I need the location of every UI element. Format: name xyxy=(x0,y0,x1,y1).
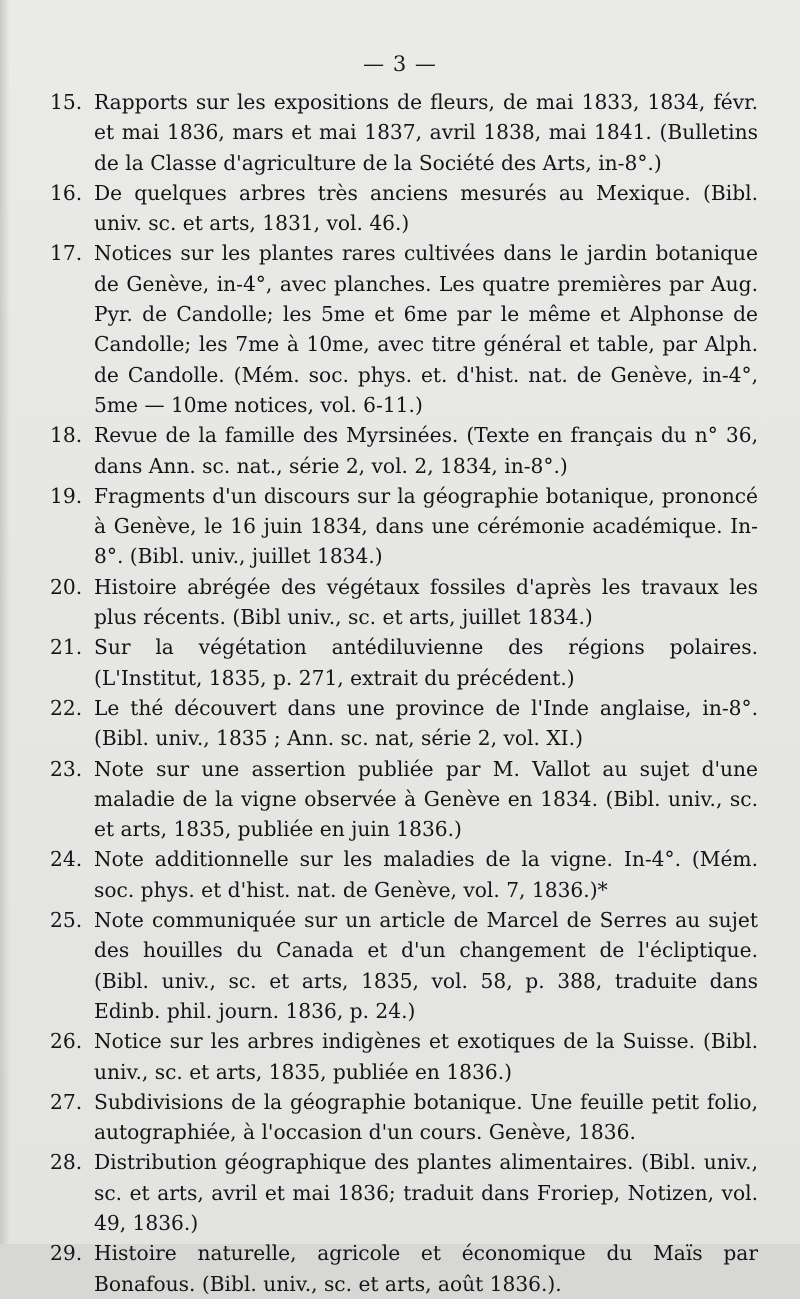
entry-text: Histoire abrégée des végétaux fossiles d'après les travaux les plus récents. (Bibl univ., sc. et arts, juillet 1834.) xyxy=(94,574,758,630)
bibliography-entry xyxy=(50,87,758,178)
entry-number: 28. xyxy=(50,1150,83,1175)
bibliography-entry xyxy=(50,844,758,905)
entry-number: 18. xyxy=(50,423,83,448)
entry-number: 20. xyxy=(50,574,83,599)
entry-text: Notices sur les plantes rares cultivées dans le jardin botanique de Genève, in-4°, avec planches. Les quatre premières par Aug. Pyr. de Candolle; les 5me et 6me par le même et Alphonse de Candolle; les 7me à 10me, avec titre général et table, par Alph. de Candolle. (Mém. soc. phys. et. d'hist. nat. de Genève, in-4°, 5me — 10me notices, vol. 6-11.) xyxy=(94,241,758,417)
bibliography-entry xyxy=(50,572,758,633)
entry-number: 24. xyxy=(50,847,83,872)
bibliography-entry xyxy=(50,238,758,420)
bibliography-entry xyxy=(50,481,758,572)
entry-number: 22. xyxy=(50,695,83,720)
entry-text: Note communiquée sur un article de Marcel de Serres au sujet des houilles du Canada et d'un changement de l'écliptique. (Bibl. univ., sc. et arts, 1835, vol. 58, p. 388, traduite dans Edinb. phil. journ. 1836, p. 24.) xyxy=(94,908,758,1023)
entry-text: Notice sur les arbres indigènes et exotiques de la Suisse. (Bibl. univ., sc. et arts, 1835, publiée en 1836.) xyxy=(94,1029,758,1084)
entry-number: 15. xyxy=(50,90,83,114)
bibliography-entry xyxy=(50,1087,758,1148)
entry-text: Fragments d'un discours sur la géographie botanique, prononcé à Genève, le 16 juin 1834, dans une cérémonie académique. In-8°. (Bibl. univ., juillet 1834.) xyxy=(94,483,758,569)
entry-text: Note additionnelle sur les maladies de la vigne. In-4°. (Mém. soc. phys. et d'hist. nat. de Genève, vol. 7, 1836.)* xyxy=(94,847,758,902)
bibliography-entry xyxy=(50,693,758,754)
entry-text: Revue de la famille des Myrsinées. (Texte en français du n° 36, dans Ann. sc. nat., série 2, vol. 2, 1834, in-8°.) xyxy=(94,423,758,478)
entry-text: Subdivisions de la géographie botanique. Une feuille petit folio, autographiée, à l'occasion d'un cours. Genève, 1836. xyxy=(94,1089,758,1145)
entry-text: Rapports sur les expositions de fleurs, de mai 1833, 1834, févr. et mai 1836, mars et mai 1837, avril 1838, mai 1841. (Bulletins de la Classe d'agriculture de la Société des Arts, in-8°.) xyxy=(94,90,758,175)
entry-number: 16. xyxy=(50,180,83,205)
entry-text: Le thé découvert dans une province de l'Inde anglaise, in-8°. (Bibl. univ., 1835 ; Ann. sc. nat, série 2, vol. XI.) xyxy=(94,695,758,751)
entry-number: 27. xyxy=(50,1089,83,1114)
page-edge-shadow xyxy=(0,0,10,1244)
entry-number: 25. xyxy=(50,908,83,933)
bibliography-entry xyxy=(50,1147,758,1238)
page-number: — 3 — xyxy=(363,52,437,76)
entry-text: Histoire naturelle, agricole et économique du Maïs par Bonafous. (Bibl. univ., sc. et arts, août 1836.). xyxy=(94,1241,758,1296)
bibliography-entry xyxy=(50,420,758,481)
bibliography-entry xyxy=(50,178,758,239)
bibliography-entry xyxy=(50,1238,758,1299)
entry-text: De quelques arbres très anciens mesurés au Mexique. (Bibl. univ. sc. et arts, 1831, vol. 46.) xyxy=(94,180,758,236)
bibliography-entry xyxy=(50,1026,758,1087)
bibliography-entry xyxy=(50,905,758,1026)
entry-number: 19. xyxy=(50,483,83,508)
entry-number: 17. xyxy=(50,241,83,266)
entry-number: 23. xyxy=(50,756,83,781)
bibliography-entry xyxy=(50,632,758,693)
entry-number: 29. xyxy=(50,1241,83,1266)
entry-text: Sur la végétation antédiluvienne des régions polaires. (L'Institut, 1835, p. 271, extrait du précédent.) xyxy=(94,635,758,690)
entry-text: Distribution géographique des plantes alimentaires. (Bibl. univ., sc. et arts, avril et mai 1836; traduit dans Froriep, Notizen, vol. 49, 1836.) xyxy=(94,1150,758,1235)
entry-number: 26. xyxy=(50,1029,83,1054)
bibliography-entry xyxy=(50,754,758,845)
entry-number: 21. xyxy=(50,635,83,660)
entry-text: Note sur une assertion publiée par M. Vallot au sujet d'une maladie de la vigne observée à Genève en 1834. (Bibl. univ., sc. et arts, 1835, publiée en juin 1836.) xyxy=(94,756,758,842)
bibliography-list xyxy=(50,87,758,1299)
